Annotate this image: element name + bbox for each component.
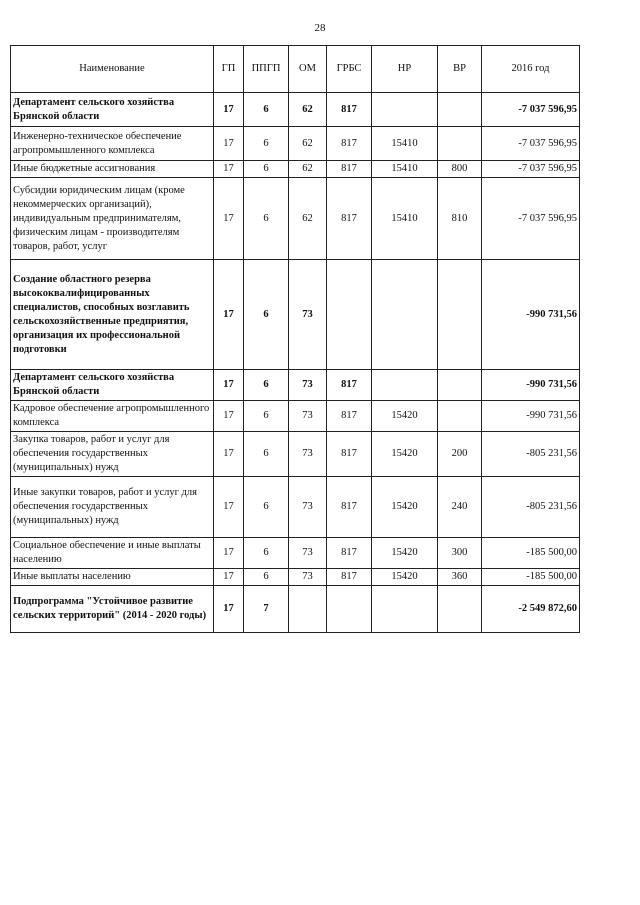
table-row [11,586,580,633]
row-ppgp-cell: 6 [244,370,289,401]
row-name-cell: Иные закупки товаров, работ и услуг для обеспечения государственных (муниципальных) нужд [11,477,214,538]
row-om-cell: 73 [289,401,327,432]
header-om: ОМ [289,46,327,93]
row-vr-cell [438,370,482,401]
row-nr-cell [372,370,438,401]
header-ppgp: ППГП [244,46,289,93]
row-name-cell: Иные выплаты населению [11,569,214,586]
table-body [11,93,580,633]
row-ppgp-cell: 6 [244,127,289,161]
row-nr-cell [372,93,438,127]
row-vr-cell [438,260,482,370]
row-amount-cell: -7 037 596,95 [482,161,580,178]
row-nr-cell: 15420 [372,432,438,477]
row-vr-cell [438,127,482,161]
row-grbs-cell: 817 [327,432,372,477]
row-ppgp-cell: 6 [244,178,289,260]
row-om-cell: 62 [289,127,327,161]
row-ppgp-cell: 6 [244,569,289,586]
row-name-cell: Инженерно-техническое обеспечение агропромышленного комплекса [11,127,214,161]
row-ppgp-cell: 6 [244,401,289,432]
header-vr: ВР [438,46,482,93]
table-row [11,538,580,569]
row-nr-cell: 15410 [372,161,438,178]
row-nr-cell [372,260,438,370]
row-gp-cell: 17 [214,93,244,127]
row-om-cell: 73 [289,370,327,401]
row-nr-cell: 15410 [372,127,438,161]
header-name: Наименование [11,46,214,93]
row-om-cell: 62 [289,93,327,127]
table-row [11,432,580,477]
row-grbs-cell: 817 [327,370,372,401]
row-name-cell: Субсидии юридическим лицам (кроме некоммерческих организаций), индивидуальным предпринимателям, физическим лицам - производителям товаров, работ, услуг [11,178,214,260]
row-vr-cell: 800 [438,161,482,178]
row-amount-cell: -7 037 596,95 [482,178,580,260]
table-row [11,178,580,260]
row-name-cell: Департамент сельского хозяйства Брянской области [11,370,214,401]
row-nr-cell [372,586,438,633]
row-nr-cell: 15420 [372,569,438,586]
table-header-row [11,46,580,93]
row-gp-cell: 17 [214,432,244,477]
row-vr-cell [438,586,482,633]
row-vr-cell: 300 [438,538,482,569]
table-row [11,569,580,586]
row-om-cell: 73 [289,477,327,538]
row-amount-cell: -805 231,56 [482,477,580,538]
row-vr-cell: 810 [438,178,482,260]
row-amount-cell: -7 037 596,95 [482,93,580,127]
row-gp-cell: 17 [214,401,244,432]
row-name-cell: Социальное обеспечение и иные выплаты населению [11,538,214,569]
budget-table [10,45,580,633]
row-om-cell: 73 [289,569,327,586]
row-om-cell: 62 [289,161,327,178]
row-grbs-cell: 817 [327,538,372,569]
row-grbs-cell [327,586,372,633]
row-ppgp-cell: 7 [244,586,289,633]
row-gp-cell: 17 [214,569,244,586]
row-gp-cell: 17 [214,178,244,260]
row-ppgp-cell: 6 [244,432,289,477]
row-nr-cell: 15420 [372,538,438,569]
row-om-cell: 73 [289,260,327,370]
row-ppgp-cell: 6 [244,538,289,569]
row-name-cell: Подпрограмма "Устойчивое развитие сельских территорий" (2014 - 2020 годы) [11,586,214,633]
row-ppgp-cell: 6 [244,161,289,178]
row-gp-cell: 17 [214,260,244,370]
row-amount-cell: -805 231,56 [482,432,580,477]
row-name-cell: Создание областного резерва высококвалифицированных специалистов, способных возглавить сельскохозяйственные предприятия, организация их профессиональной подготовки [11,260,214,370]
row-name-cell: Иные бюджетные ассигнования [11,161,214,178]
row-vr-cell: 240 [438,477,482,538]
row-name-cell: Департамент сельского хозяйства Брянской области [11,93,214,127]
row-vr-cell [438,93,482,127]
row-grbs-cell: 817 [327,127,372,161]
header-grbs: ГРБС [327,46,372,93]
row-amount-cell: -7 037 596,95 [482,127,580,161]
page-number: 28 [314,22,326,34]
row-grbs-cell: 817 [327,93,372,127]
row-grbs-cell: 817 [327,161,372,178]
row-name-cell: Кадровое обеспечение агропромышленного комплекса [11,401,214,432]
row-amount-cell: -2 549 872,60 [482,586,580,633]
row-nr-cell: 15420 [372,401,438,432]
row-gp-cell: 17 [214,127,244,161]
table-row [11,260,580,370]
row-vr-cell: 360 [438,569,482,586]
row-nr-cell: 15410 [372,178,438,260]
row-om-cell: 62 [289,178,327,260]
row-ppgp-cell: 6 [244,477,289,538]
row-name-cell: Закупка товаров, работ и услуг для обеспечения государственных (муниципальных) нужд [11,432,214,477]
row-grbs-cell [327,260,372,370]
row-amount-cell: -990 731,56 [482,370,580,401]
row-om-cell: 73 [289,432,327,477]
header-nr: НР [372,46,438,93]
row-gp-cell: 17 [214,370,244,401]
table-row [11,401,580,432]
table-row [11,477,580,538]
row-vr-cell: 200 [438,432,482,477]
table-row [11,370,580,401]
row-amount-cell: -990 731,56 [482,401,580,432]
header-gp: ГП [214,46,244,93]
row-vr-cell [438,401,482,432]
row-ppgp-cell: 6 [244,93,289,127]
row-grbs-cell: 817 [327,401,372,432]
row-gp-cell: 17 [214,538,244,569]
table-row [11,161,580,178]
row-amount-cell: -185 500,00 [482,538,580,569]
row-gp-cell: 17 [214,586,244,633]
row-nr-cell: 15420 [372,477,438,538]
row-om-cell [289,586,327,633]
row-grbs-cell: 817 [327,178,372,260]
table-row [11,93,580,127]
row-gp-cell: 17 [214,161,244,178]
row-amount-cell: -990 731,56 [482,260,580,370]
row-gp-cell: 17 [214,477,244,538]
row-om-cell: 73 [289,538,327,569]
header-year: 2016 год [482,46,580,93]
row-grbs-cell: 817 [327,569,372,586]
row-grbs-cell: 817 [327,477,372,538]
table-row [11,127,580,161]
row-amount-cell: -185 500,00 [482,569,580,586]
row-ppgp-cell: 6 [244,260,289,370]
